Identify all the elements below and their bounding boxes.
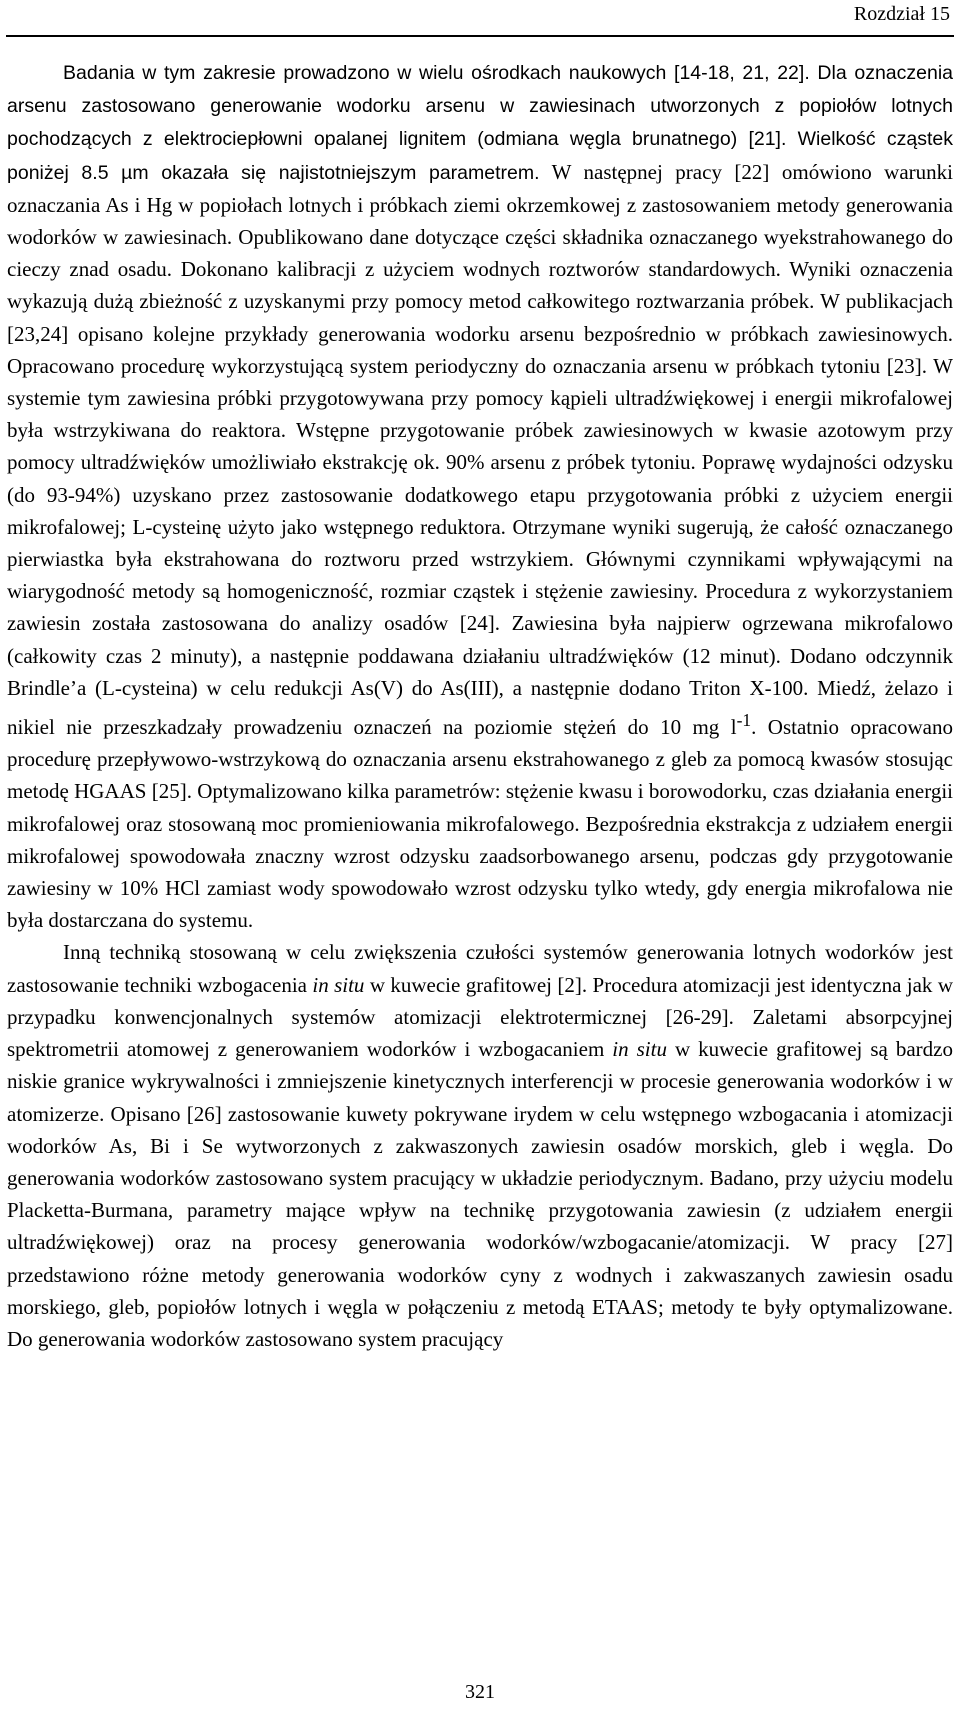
paragraph-1: [7, 56, 953, 936]
chapter-title: Rozdział 15: [853, 3, 950, 25]
paragraph-2-text-a: Inną techniką stosowaną w celu zwiększenia czułości systemów generowania lotnych wodorków jest zastosowanie techniki wzbogacenia: [7, 940, 953, 997]
page-number: 321: [465, 1681, 495, 1703]
page-footer: [0, 1680, 960, 1704]
superscript-minus-one: -1: [736, 710, 752, 731]
paragraph-1-text-b: W następnej pracy [22] omówiono warunki oznaczania As i Hg w popiołach lotnych i próbkach ziemi okrzemkowej z zastosowaniem metody generowania wodorków w zawiesinach. Opublikowano dane dotyczące części składnika oznaczanego wyekstrahowanego do cieczy znad osadu. Dokonano kalibracji z użyciem wodnych roztworów standardowych. Wyniki oznaczenia wykazują dużą zbieżność z uzyskanymi przy pomocy metod całkowitego roztwarzania próbek. W publikacjach [23,24] opisano kolejne przykłady generowania wodorku arsenu bezpośrednio w próbkach zawiesinowych. Opracowano procedurę wykorzystującą system periodyczny do oznaczania arsenu w próbkach tytoniu [23]. W systemie tym zawiesina próbki przygotowywana przy pomocy kąpieli ultradźwiękowej i energii mikrofalowej była wstrzykiwana do reaktora. Wstępne przygotowanie próbek zawiesinowych w kwasie azotowym przy pomocy ultradźwięków umożliwiało ekstrakcję ok. 90% arsenu z próbek tytoniu. Poprawę wydajności odzysku (do 93-94%) uzyskano przez zastosowanie dodatkowego etapu przygotowania próbki z użyciem energii mikrofalowej; L-cysteinę użyto jako wstępnego reduktora. Otrzymane wyniki sugerują, że całość oznaczanego pierwiastka była ekstrahowana do roztworu przed wstrzykiem. Głównymi czynnikami wpływającymi na wiarygodność metody są homogeniczność, rozmiar cząstek i stężenie zawiesiny. Procedura z wykorzystaniem zawiesin została zastosowana do analizy osadów [24]. Zawiesina była najpierw ogrzewana mikrofalowo (całkowity czas 2 minuty), a następnie poddawana działaniu ultradźwięków (12 minut). Dodano odczynnik Brindle’a (L-cysteina) w celu redukcji As(V) do As(III), a następnie dodano Triton X-100. Miedź, żelazo i nikiel nie przeszkadzały prowadzeniu oznaczeń na poziomie stężeń do 10 mg l: [7, 159, 953, 740]
italic-term-in-situ: in situ: [612, 1037, 667, 1062]
italic-term-in-situ: in situ: [312, 972, 365, 997]
paragraph-2-text-b: w kuwecie grafitowej [2]. Procedura atomizacji jest identyczna jak w przypadku konwencjonalnych systemów atomizacji elektrotermicznej [26-29]. Zaletami absorpcyjnej spektrometrii atomowej z generowaniem wodorków i wzbogacaniem: [7, 972, 953, 1062]
paragraph-1-text-c: . Ostatnio opracowano procedurę przepływowo-wstrzykową do oznaczania arsenu ekstrahowanego z gleb za pomocą kwasów stosując metodę HGAAS [25]. Optymalizowano kilka parametrów: stężenie kwasu i borowodorku, czas działania energii mikrofalowej oraz stosowaną moc promieniowania mikrofalowego. Bezpośrednia ekstrakcja z udziałem energii mikrofalowej spowodowała znaczny wzrost odzysku zaadsorbowanego arsenu, podczas gdy przygotowanie zawiesiny w 10% HCl zamiast wody spowodowało wzrost odzysku tylko wtedy, gdy energia mikrofalowa nie była dostarczana do systemu.: [7, 715, 953, 933]
paragraph-1-text-a: Badania w tym zakresie prowadzono w wielu ośrodkach naukowych [14-18, 21, 22]. Dla oznaczenia arsenu zastosowano generowanie wodorku arsenu w zawiesinach utworzonych z popiołów lotnych pochodzących z elektrociepłowni opalanej lignitem (odmiana węgla brunatnego) [21]. Wielkość cząstek poniżej 8.5 µm okazała się najistotniejszym parametrem.: [7, 62, 953, 184]
paragraph-2-text-c: w kuwecie grafitowej są bardzo niskie granice wykrywalności i zmniejszenie kinetycznych interferencji w procesie generowania wodorków i w atomizerze. Opisano [26] zastosowanie kuwety pokrywane irydem w celu wstępnego wzbogacania i atomizacji wodorków As, Bi i Se wytworzonych z zakwaszonych zawiesin osadów morskich, gleb i węgla. Do generowania wodorków zastosowano system pracujący w układzie periodycznym. Badano, przy użyciu modelu Placketta-Burmana, parametry mające wpływ na technikę przygotowania zawiesin (z udziałem energii ultradźwiękowej) oraz na procesy generowania wodorków/wzbogacanie/atomizacji. W pracy [27] przedstawiono różne metody generowania wodorków cyny z wodnych i zakwaszanych zawiesin osadu morskiego, gleb, popiołów lotnych i węgla w połączeniu z metodą ETAAS; metody te były optymalizowane. Do generowania wodorków zastosowano system pracujący: [7, 1037, 953, 1351]
paragraph-2: [7, 936, 953, 1355]
page-body: [7, 56, 953, 1355]
page-header: [0, 0, 960, 38]
header-rule: [6, 35, 954, 37]
